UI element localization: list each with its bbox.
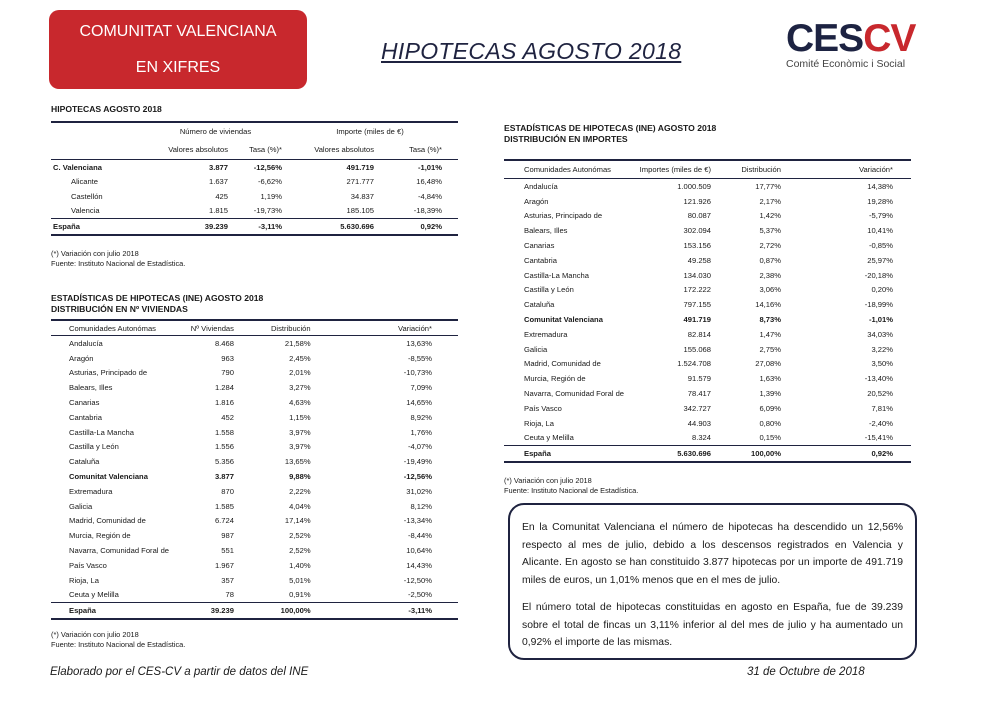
cell-value: 0,20%: [871, 285, 893, 295]
cell-value: 2,45%: [289, 353, 311, 363]
table-row: [51, 410, 458, 425]
cell-value: -18,99%: [864, 300, 893, 310]
table-row: [504, 238, 911, 253]
col-header: Variación*: [329, 320, 458, 336]
group-header-importe: Importe (miles de €): [282, 122, 458, 140]
row-label: Galicia: [69, 501, 93, 511]
cell-value: 80.087: [687, 211, 711, 221]
cell-value: 2,72%: [759, 241, 781, 251]
row-label: Madrid, Comunidad de: [69, 516, 146, 526]
cell-value: 1.524.708: [677, 359, 711, 369]
cell-value: 1.585: [214, 501, 234, 511]
cell-value: 155.068: [683, 344, 711, 354]
row-label: Andalucía: [69, 338, 103, 348]
table-row: [51, 573, 458, 588]
cell-value: 1.284: [214, 383, 234, 393]
table-row: [504, 357, 911, 372]
table-row: [51, 484, 458, 499]
cell-value: 185.105: [346, 206, 374, 216]
row-label: Ceuta y Melilla: [524, 433, 574, 443]
row-label: España: [51, 603, 191, 619]
cell-value: 2,52%: [289, 546, 311, 556]
cell-value: -15,41%: [864, 433, 893, 443]
row-label: Comunitat Valenciana: [524, 315, 603, 325]
cell-value: 91.579: [687, 374, 711, 384]
cell-value: -19,49%: [403, 457, 432, 467]
cell-value: 3,50%: [871, 359, 893, 369]
table-row: [51, 454, 458, 469]
cell-value: -1,01%: [868, 315, 893, 325]
summary-table: [51, 121, 458, 236]
row-label: Cataluña: [69, 457, 100, 467]
cell-value: 34.837: [350, 191, 374, 201]
cell-value: 302.094: [683, 226, 711, 236]
cell-value: 27,08%: [755, 359, 781, 369]
table-row: [504, 194, 911, 209]
cell-value: 4,04%: [289, 501, 311, 511]
row-label: Balears, Illes: [69, 383, 113, 393]
summary-box: [508, 503, 917, 660]
table2-source: Fuente: Instituto Nacional de Estadística.: [51, 639, 186, 649]
row-label: Aragón: [524, 196, 549, 206]
table3-subtitle: DISTRIBUCIÓN EN IMPORTES: [504, 134, 628, 144]
col-header: Distribución: [711, 160, 803, 179]
row-label: País Vasco: [69, 560, 107, 570]
cell-value: -10,73%: [403, 368, 432, 378]
cell-value: 100,00%: [711, 446, 803, 462]
row-label: C. Valenciana: [53, 162, 102, 172]
page-title: HIPOTECAS AGOSTO 2018: [381, 38, 682, 64]
viviendas-table: [51, 319, 458, 620]
footer-credit: Elaborado por el CES-CV a partir de datos del INE: [50, 666, 309, 678]
table-row: [51, 366, 458, 381]
cell-value: -2,40%: [868, 418, 893, 428]
row-label: Castilla-La Mancha: [524, 270, 589, 280]
col-header: Comunidades Autonómas: [51, 320, 191, 336]
cell-value: 2,17%: [759, 196, 781, 206]
cell-value: 1.637: [208, 177, 228, 187]
cell-value: 3,06%: [759, 285, 781, 295]
table-row: [504, 268, 911, 283]
cell-value: 13,63%: [406, 338, 432, 348]
table1-footnote: (*) Variación con julio 2018: [51, 249, 139, 258]
row-label: Madrid, Comunidad de: [524, 359, 601, 369]
row-label: Cataluña: [524, 300, 555, 310]
cell-value: 16,48%: [416, 177, 442, 187]
col-header: Distribución: [234, 320, 329, 336]
cell-value: 4,63%: [289, 398, 311, 408]
table-row: [51, 175, 458, 190]
cell-value: 3,97%: [289, 427, 311, 437]
cell-value: 5.630.696: [282, 219, 382, 235]
cell-value: 100,00%: [234, 603, 329, 619]
cell-value: 1,42%: [759, 211, 781, 221]
table2-footnote: (*) Variación con julio 2018: [51, 630, 139, 639]
table-row: [51, 440, 458, 455]
table1-source: Fuente: Instituto Nacional de Estadística.: [51, 258, 186, 268]
row-label: Canarias: [524, 241, 555, 251]
table-row: [504, 179, 911, 194]
cell-value: 14,65%: [406, 398, 432, 408]
cell-value: 0,92%: [382, 219, 458, 235]
col-header: Tasa (%)*: [234, 140, 282, 160]
table-row: [51, 543, 458, 558]
cell-value: 1,63%: [759, 374, 781, 384]
cell-value: -2,50%: [407, 590, 432, 600]
cell-value: 2,01%: [289, 368, 311, 378]
logo-cv-text: CV: [863, 17, 916, 60]
cell-value: 963: [221, 353, 234, 363]
cell-value: 34,03%: [867, 329, 893, 339]
cell-value: 1.967: [214, 560, 234, 570]
table-row: [504, 416, 911, 431]
summary-paragraph-1: En la Comunitat Valenciana el número de hipotecas ha descendido un 12,56% respecto al mes de julio, debido a los descensos registrados en Valencia y Alicante. En agosto se han constituido 3.877 hipotecas por un importe de 491.719 miles de euros, un 1,01% menos que en el mes de julio.: [522, 522, 903, 586]
cell-value: -20,18%: [864, 270, 893, 280]
cell-value: 9,88%: [289, 472, 311, 482]
row-label: Canarias: [69, 398, 100, 408]
table-row: [51, 499, 458, 514]
row-label: Castilla-La Mancha: [69, 427, 134, 437]
cell-value: -12,56%: [403, 472, 432, 482]
cell-value: -8,44%: [407, 531, 432, 541]
cell-value: 3.877: [214, 472, 234, 482]
cell-value: 10,41%: [867, 226, 893, 236]
cell-value: 425: [215, 191, 228, 201]
table1-title: HIPOTECAS AGOSTO 2018: [51, 104, 162, 114]
table-row: [504, 386, 911, 401]
table-row: [504, 401, 911, 416]
row-label: España: [51, 219, 149, 235]
table-row: [51, 219, 458, 235]
cell-value: 551: [221, 546, 234, 556]
group-header-viviendas: Número de viviendas: [149, 122, 282, 140]
table-row: [51, 336, 458, 351]
cell-value: 491.719: [346, 162, 374, 172]
cell-value: 14,43%: [406, 560, 432, 570]
cell-value: 0,91%: [289, 590, 311, 600]
row-label: País Vasco: [524, 403, 562, 413]
cell-value: -4,84%: [417, 191, 442, 201]
row-label: Alicante: [71, 177, 99, 187]
cell-value: 19,28%: [867, 196, 893, 206]
cell-value: 5,37%: [759, 226, 781, 236]
cell-value: 452: [221, 412, 234, 422]
cell-value: 1,76%: [410, 427, 432, 437]
cell-value: 78.417: [687, 389, 711, 399]
cell-value: 134.030: [683, 270, 711, 280]
cell-value: 39.239: [149, 219, 234, 235]
cell-value: 31,02%: [406, 486, 432, 496]
table-row: [51, 351, 458, 366]
table-row: [51, 425, 458, 440]
row-label: Castilla y León: [69, 442, 119, 452]
table2-notes: [51, 630, 185, 649]
cell-value: 797.155: [683, 300, 711, 310]
footer-date: 31 de Octubre de 2018: [747, 666, 865, 678]
col-header: Comunidades Autonómas: [504, 160, 639, 179]
table-row: [504, 446, 911, 462]
row-label: Extremadura: [524, 329, 568, 339]
cell-value: 44.903: [687, 418, 711, 428]
cell-value: 14,38%: [867, 181, 893, 191]
cell-value: -3,11%: [234, 219, 282, 235]
cell-value: 5,01%: [289, 575, 311, 585]
cell-value: 870: [221, 486, 234, 496]
logo-subtitle: Comité Econòmic i Social: [786, 58, 906, 70]
table-row: [504, 312, 911, 327]
cell-value: 1,47%: [759, 329, 781, 339]
cell-value: 342.727: [683, 403, 711, 413]
table-row: [51, 603, 458, 619]
table-row: [504, 209, 911, 224]
cell-value: 1,40%: [289, 560, 311, 570]
table-row: [51, 528, 458, 543]
cell-value: 21,58%: [284, 338, 311, 348]
row-label: Valencia: [71, 206, 100, 216]
cell-value: 3,27%: [289, 383, 311, 393]
row-label: Asturias, Principado de: [524, 211, 603, 221]
cell-value: 153.156: [683, 241, 711, 251]
cell-value: 7,09%: [410, 383, 432, 393]
cell-value: 1.815: [208, 206, 228, 216]
table-row: [51, 380, 458, 395]
col-header: Tasa (%)*: [382, 140, 458, 160]
row-label: Castellón: [71, 191, 103, 201]
badge-line-1: COMUNITAT VALENCIANA: [79, 23, 277, 40]
col-header: Valores absolutos: [149, 140, 234, 160]
cell-value: 0,80%: [759, 418, 781, 428]
table-row: [504, 283, 911, 298]
cell-value: 6.724: [214, 516, 234, 526]
table-row: [504, 371, 911, 386]
cell-value: 1.816: [214, 398, 234, 408]
cell-value: -6,62%: [257, 177, 282, 187]
table-row: [51, 160, 458, 175]
cell-value: 1,39%: [759, 389, 781, 399]
cell-value: 8,92%: [410, 412, 432, 422]
cell-value: 172.222: [683, 285, 711, 295]
row-label: Andalucía: [524, 181, 558, 191]
cell-value: 1,19%: [260, 191, 282, 201]
cell-value: 6,09%: [759, 403, 781, 413]
badge-line-2: EN XIFRES: [135, 59, 221, 76]
cell-value: 1,15%: [289, 412, 311, 422]
cell-value: 0,87%: [759, 255, 781, 265]
table1-title-block: [51, 104, 162, 115]
cell-value: -3,11%: [329, 603, 458, 619]
region-badge: [49, 10, 307, 89]
cell-value: 790: [221, 368, 234, 378]
table-row: [504, 327, 911, 342]
ces-cv-logo: [786, 18, 916, 78]
cell-value: -13,34%: [403, 516, 432, 526]
cell-value: 1.558: [214, 427, 234, 437]
cell-value: 8,73%: [759, 315, 781, 325]
cell-value: 121.926: [683, 196, 711, 206]
cell-value: 78: [225, 590, 234, 600]
row-label: Aragón: [69, 353, 94, 363]
cell-value: -12,50%: [403, 575, 432, 585]
cell-value: 2,38%: [759, 270, 781, 280]
table-row: [51, 514, 458, 529]
table3-source: Fuente: Instituto Nacional de Estadística.: [504, 485, 639, 495]
table2-title: ESTADÍSTICAS DE HIPOTECAS (INE) AGOSTO 2018: [51, 293, 264, 303]
cell-value: 8.324: [691, 433, 711, 443]
row-label: Castilla y León: [524, 285, 574, 295]
col-header: Nº Viviendas: [191, 320, 234, 336]
cell-value: 987: [221, 531, 234, 541]
cell-value: 7,81%: [871, 403, 893, 413]
cell-value: 17,14%: [284, 516, 311, 526]
row-label: Cantabria: [524, 255, 557, 265]
table-row: [504, 342, 911, 357]
cell-value: 1.556: [214, 442, 234, 452]
row-label: Extremadura: [69, 486, 113, 496]
table3-notes: [504, 476, 638, 495]
row-label: Ceuta y Melilla: [69, 590, 119, 600]
cell-value: -19,73%: [253, 206, 282, 216]
logo-ces-text: CES: [786, 17, 864, 60]
cell-value: -18,39%: [413, 206, 442, 216]
table-row: [51, 558, 458, 573]
table1-notes: [51, 249, 185, 268]
cell-value: 13,65%: [284, 457, 311, 467]
table-row: [504, 297, 911, 312]
cell-value: 3,97%: [289, 442, 311, 452]
cell-value: 8,12%: [410, 501, 432, 511]
cell-value: 82.814: [687, 329, 711, 339]
cell-value: 357: [221, 575, 234, 585]
cell-value: -13,40%: [864, 374, 893, 384]
table3-footnote: (*) Variación con julio 2018: [504, 476, 592, 485]
row-label: Navarra, Comunidad Foral de: [524, 389, 625, 399]
table2-title-block: [51, 293, 263, 315]
cell-value: 5.356: [214, 457, 234, 467]
row-label: Rioja, La: [524, 418, 554, 428]
cell-value: 17,77%: [755, 181, 781, 191]
table-row: [504, 431, 911, 446]
cell-value: 0,15%: [759, 433, 781, 443]
row-label: España: [504, 446, 639, 462]
row-label: Navarra, Comunidad Foral de: [69, 546, 170, 556]
cell-value: -1,01%: [417, 162, 442, 172]
row-label: Murcia, Región de: [69, 531, 131, 541]
cell-value: 3.877: [208, 162, 228, 172]
cell-value: 5.630.696: [639, 446, 711, 462]
cell-value: 2,52%: [289, 531, 311, 541]
cell-value: 271.777: [346, 177, 374, 187]
cell-value: 2,22%: [289, 486, 311, 496]
row-label: Galicia: [524, 344, 548, 354]
summary-paragraph-2: El número total de hipotecas constituidas en agosto en España, fue de 39.239 sobre el total de fincas un 3,11% inferior al del mes de julio y ha aumentado un 0,92% el importe de las mismas.: [522, 602, 903, 648]
table-row: [51, 588, 458, 603]
cell-value: 14,16%: [755, 300, 781, 310]
cell-value: -4,07%: [407, 442, 432, 452]
cell-value: 1.000.509: [677, 181, 711, 191]
table-row: [51, 395, 458, 410]
col-header: Importes (miles de €): [639, 160, 711, 179]
table-row: [51, 204, 458, 219]
cell-value: 39.239: [191, 603, 234, 619]
cell-value: -12,56%: [253, 162, 282, 172]
table-row: [504, 253, 911, 268]
cell-value: 3,22%: [871, 344, 893, 354]
row-label: Murcia, Región de: [524, 374, 586, 384]
col-header: Valores absolutos: [282, 140, 382, 160]
cell-value: 10,64%: [406, 546, 432, 556]
row-label: Cantabria: [69, 412, 102, 422]
row-label: Comunitat Valenciana: [69, 472, 148, 482]
cell-value: 2,75%: [759, 344, 781, 354]
importes-table: [504, 159, 911, 463]
table-row: [51, 189, 458, 204]
table-row: [504, 223, 911, 238]
cell-value: 49.258: [687, 255, 711, 265]
cell-value: -8,55%: [407, 353, 432, 363]
col-header: Variación*: [803, 160, 911, 179]
cell-value: 25,97%: [867, 255, 893, 265]
cell-value: 491.719: [683, 315, 711, 325]
table2-subtitle: DISTRIBUCIÓN EN Nº VIVIENDAS: [51, 304, 188, 314]
table-row: [51, 469, 458, 484]
cell-value: 20,52%: [867, 389, 893, 399]
table3-title: ESTADÍSTICAS DE HIPOTECAS (INE) AGOSTO 2018: [504, 123, 717, 133]
table3-title-block: [504, 123, 716, 145]
cell-value: -0,85%: [868, 241, 893, 251]
cell-value: 0,92%: [803, 446, 911, 462]
row-label: Balears, Illes: [524, 226, 568, 236]
cell-value: 8.468: [214, 338, 234, 348]
cell-value: -5,79%: [868, 211, 893, 221]
row-label: Asturias, Principado de: [69, 368, 148, 378]
row-label: Rioja, La: [69, 575, 99, 585]
